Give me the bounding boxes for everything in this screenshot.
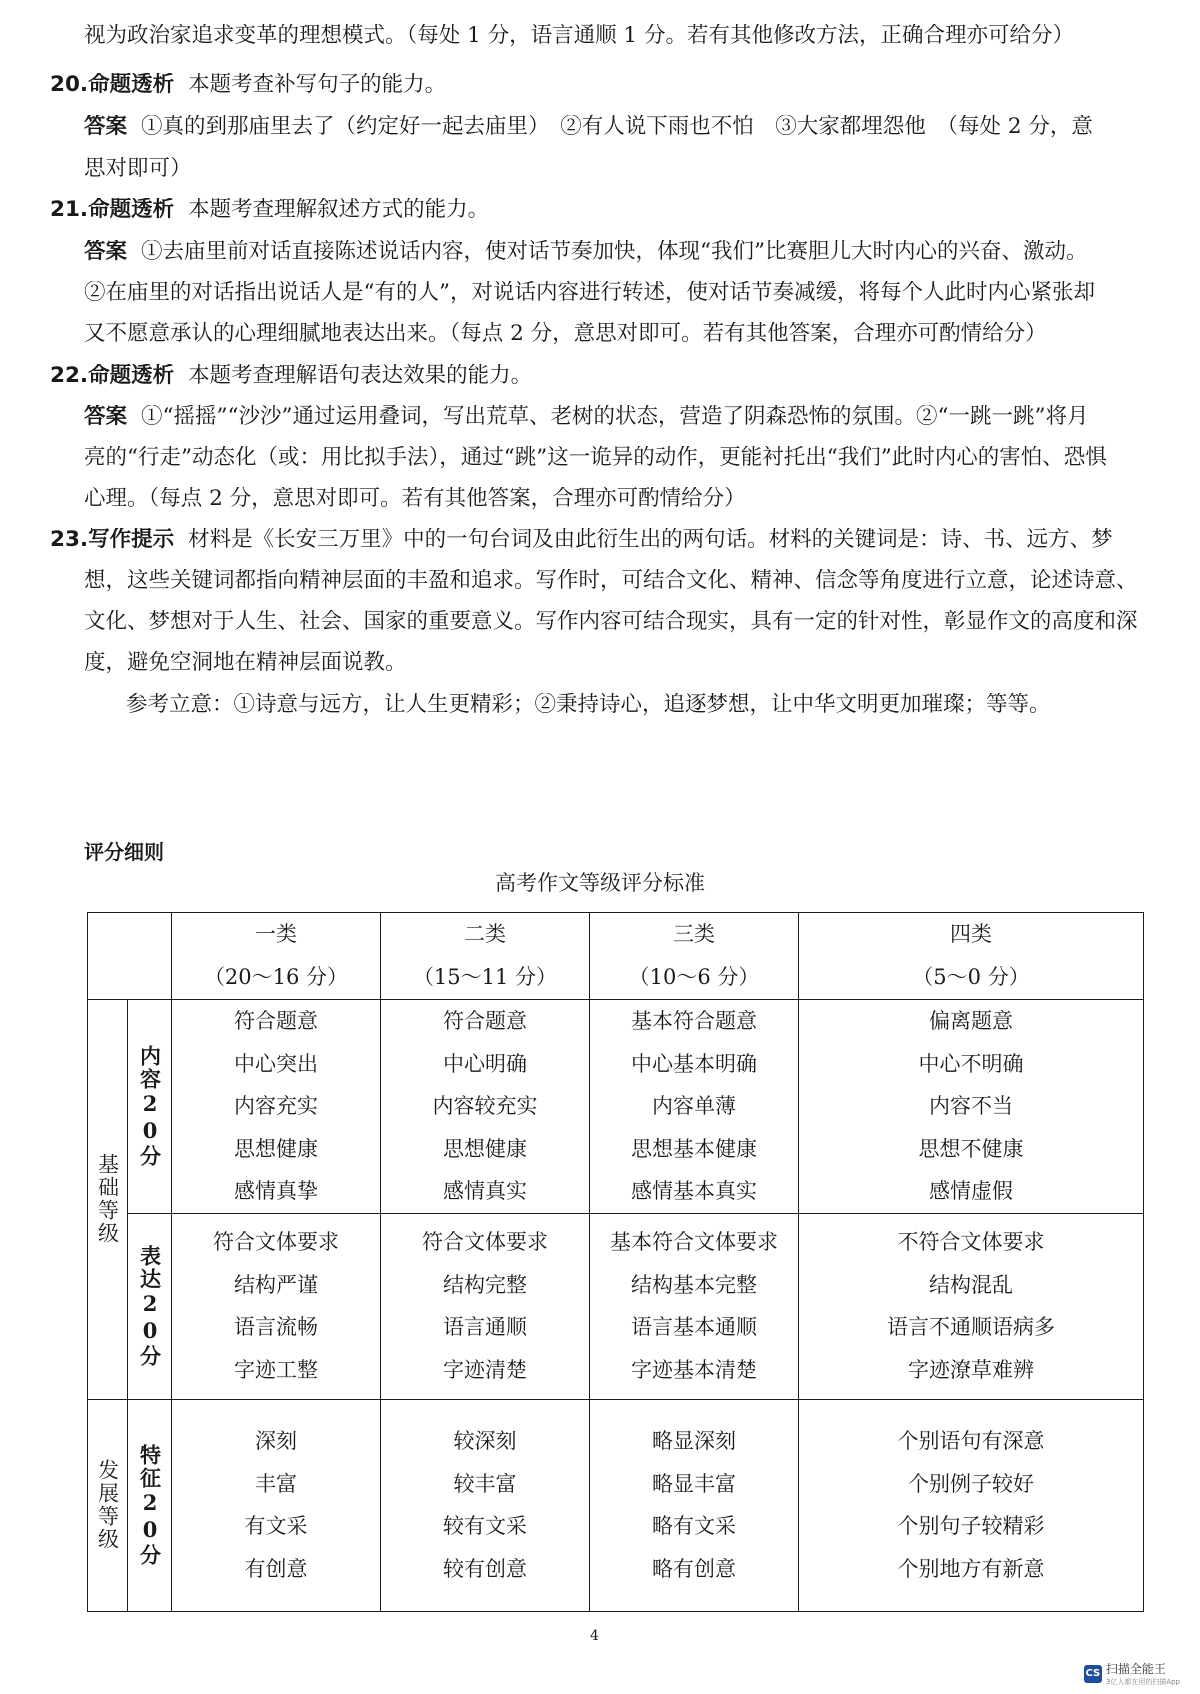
line-text: 本题考查理解叙述方式的能力。	[188, 198, 490, 222]
criterion-text: 深刻	[255, 1429, 297, 1453]
criterion-text: 中心不明确	[918, 1051, 1024, 1076]
criterion-text: 结构混乱	[929, 1272, 1013, 1297]
line-text: 视为政治家追求变革的理想模式。（每处 1 分，语言通顺 1 分。若有其他修改方法，正确合理亦可给分）	[84, 24, 1074, 48]
answer-line	[84, 115, 1140, 139]
header-cell: 一类 （20～16 分）	[172, 913, 381, 1000]
criterion-text: 语言不通顺语病多	[887, 1315, 1055, 1339]
line-text: 文化、梦想对于人生、社会、国家的重要意义。写作内容可结合现实，具有一定的针对性，彰显作文的高度和深	[84, 610, 1138, 634]
criterion-text: 略显深刻	[652, 1429, 736, 1453]
section-label: 评分细则	[84, 840, 164, 864]
line-label: 写作提示	[88, 528, 175, 552]
criterion-text: 基本符合文体要求	[610, 1230, 778, 1254]
criterion-text: 偏离题意	[929, 1009, 1013, 1033]
criterion-text: 中心基本明确	[631, 1051, 757, 1076]
scanner-name: 扫描全能王	[1105, 1662, 1166, 1676]
scanner-logo-icon: CS	[1084, 1665, 1102, 1683]
group-label-cell: 基础等级	[88, 1000, 128, 1400]
line-text: ①去庙里前对话直接陈述说话内容，使对话节奏加快，体现“我们”比赛胆儿大时内心的兴奋、激动。	[141, 240, 1088, 264]
criterion-text: 语言通顺	[443, 1315, 527, 1339]
row-label-cell: 特征20分	[128, 1399, 172, 1611]
question-line	[50, 364, 1140, 388]
criterion-text: 中心明确	[443, 1051, 527, 1076]
table-row	[88, 1000, 1144, 1214]
page-number: 4	[590, 1628, 599, 1644]
line-text: ①“摇摇”“沙沙”通过运用叠词，写出荒草、老树的状态，营造了阴森恐怖的氛围。②“一跳一跳”将月	[141, 405, 1089, 429]
text-line	[84, 281, 1140, 305]
criterion-text: 有创意	[244, 1556, 308, 1581]
line-text: 度，避免空洞地在精神层面说教。	[84, 651, 407, 675]
line-text: 心理。（每点 2 分，意思对即可。若有其他答案，合理亦可酌情给分）	[84, 487, 746, 511]
line-label: 命题透析	[88, 364, 175, 388]
line-text: 又不愿意承认的心理细腻地表达出来。（每点 2 分，意思对即可。若有其他答案，合理亦可酌情给分）	[84, 322, 1047, 346]
criterion-text: 语言基本通顺	[631, 1315, 757, 1339]
table-row	[88, 1213, 1144, 1399]
criterion-text: 感情真挚	[234, 1179, 318, 1203]
criterion-text: 中心突出	[234, 1051, 318, 1076]
criterion-text: 丰富	[255, 1471, 297, 1496]
text-line	[84, 157, 1140, 181]
criterion-text: 个别句子较精彩	[897, 1514, 1045, 1538]
header-corner-cell	[88, 913, 172, 1000]
criterion-text: 不符合文体要求	[897, 1230, 1045, 1254]
criterion-text: 较有文采	[443, 1514, 527, 1538]
line-text: 亮的“行走”动态化（或：用比拟手法），通过“跳”这一诡异的动作，更能衬托出“我们”此时内心的害怕、恐惧	[84, 446, 1107, 470]
row-label-cell: 内容20分	[128, 1000, 172, 1214]
line-label: 答案	[84, 115, 128, 139]
score-cell	[381, 1000, 590, 1214]
criterion-text: 字迹潦草难辨	[908, 1357, 1034, 1382]
criterion-text: 结构完整	[443, 1272, 527, 1297]
score-cell	[381, 1399, 590, 1611]
criterion-text: 感情基本真实	[631, 1179, 757, 1203]
criterion-text: 略显丰富	[652, 1471, 736, 1496]
criterion-text: 结构严谨	[234, 1272, 318, 1297]
question-line	[50, 528, 1140, 552]
question-number: 20.	[50, 73, 89, 97]
answer-line	[84, 240, 1140, 264]
criterion-text: 内容单薄	[652, 1094, 736, 1118]
criterion-text: 符合文体要求	[213, 1230, 339, 1254]
row-label-cell: 表达20分	[128, 1213, 172, 1399]
criterion-text: 语言流畅	[234, 1315, 318, 1339]
question-number: 23.	[50, 528, 89, 552]
text-line	[84, 487, 1140, 511]
criterion-text: 内容不当	[929, 1094, 1013, 1118]
score-cell	[590, 1213, 799, 1399]
table-row	[88, 1399, 1144, 1611]
criterion-text: 思想健康	[443, 1136, 527, 1161]
criterion-text: 内容较充实	[432, 1094, 538, 1118]
criterion-text: 感情虚假	[929, 1179, 1013, 1203]
line-label: 答案	[84, 240, 128, 264]
line-text: 本题考查理解语句表达效果的能力。	[188, 364, 533, 388]
text-line	[84, 569, 1140, 593]
question-number: 21.	[50, 198, 89, 222]
line-text: 本题考查补写句子的能力。	[188, 73, 447, 97]
criterion-text: 符合题意	[234, 1009, 318, 1033]
score-cell	[590, 1000, 799, 1214]
score-cell	[799, 1399, 1144, 1611]
line-text: 材料是《长安三万里》中的一句台词及由此衍生出的两句话。材料的关键词是：诗、书、远方、梦	[188, 528, 1113, 552]
scoring-table	[87, 912, 1144, 1612]
score-cell	[590, 1399, 799, 1611]
criterion-text: 字迹清楚	[443, 1357, 527, 1382]
line-text: 参考立意：①诗意与远方，让人生更精彩；②秉持诗心，追逐梦想，让中华文明更加璀璨；等等。	[126, 693, 1051, 717]
criterion-text: 思想健康	[234, 1136, 318, 1161]
header-cell: 二类 （15～11 分）	[381, 913, 590, 1000]
score-cell	[172, 1213, 381, 1399]
line-text: ②在庙里的对话指出说话人是“有的人”，对说话内容进行转述，使对话节奏减缓，将每个人此时内心紧张却	[84, 281, 1095, 305]
criterion-text: 思想不健康	[918, 1136, 1024, 1161]
answer-line	[84, 405, 1140, 429]
line-label: 命题透析	[88, 73, 175, 97]
line-label: 答案	[84, 405, 128, 429]
text-line	[84, 322, 1140, 346]
criterion-text: 感情真实	[443, 1179, 527, 1203]
criterion-text: 基本符合题意	[631, 1009, 757, 1033]
criterion-text: 个别例子较好	[908, 1471, 1034, 1496]
criterion-text: 结构基本完整	[631, 1272, 757, 1297]
score-cell	[799, 1000, 1144, 1214]
criterion-text: 略有文采	[652, 1514, 736, 1538]
text-line	[84, 610, 1140, 634]
criterion-text: 内容充实	[234, 1094, 318, 1118]
question-number: 22.	[50, 364, 89, 388]
criterion-text: 较丰富	[453, 1471, 517, 1496]
line-text: ①真的到那庙里去了（约定好一起去庙里） ②有人说下雨也不怕 ③大家都埋怨他 （每处 2 分，意	[141, 115, 1093, 139]
criterion-text: 略有创意	[652, 1556, 736, 1581]
scanner-watermark	[1084, 1660, 1180, 1687]
criterion-text: 符合文体要求	[422, 1230, 548, 1254]
criterion-text: 较深刻	[453, 1429, 517, 1453]
question-line	[50, 198, 1140, 222]
criterion-text: 有文采	[244, 1514, 308, 1538]
score-cell	[172, 1000, 381, 1214]
score-cell	[799, 1213, 1144, 1399]
table-title: 高考作文等级评分标准	[495, 871, 705, 895]
scanner-subtitle: 3亿人都在用的扫描App	[1105, 1678, 1180, 1686]
score-cell	[381, 1213, 590, 1399]
group-label-cell: 发展等级	[88, 1399, 128, 1611]
text-line	[84, 651, 1140, 675]
criterion-text: 符合题意	[443, 1009, 527, 1033]
line-label: 命题透析	[88, 198, 175, 222]
line-text: 想，这些关键词都指向精神层面的丰盈和追求。写作时，可结合文化、精神、信念等角度进行立意，论述诗意、	[84, 569, 1138, 593]
criterion-text: 字迹工整	[234, 1357, 318, 1382]
criterion-text: 较有创意	[443, 1556, 527, 1581]
text-line	[84, 446, 1140, 470]
score-cell	[172, 1399, 381, 1611]
header-cell: 三类 （10～6 分）	[590, 913, 799, 1000]
criterion-text: 思想基本健康	[631, 1136, 757, 1161]
table-header-row	[88, 913, 1144, 1000]
criterion-text: 个别语句有深意	[897, 1429, 1045, 1453]
header-cell: 四类 （5～0 分）	[799, 913, 1144, 1000]
question-line	[50, 73, 1140, 97]
criterion-text: 字迹基本清楚	[631, 1357, 757, 1382]
text-line	[126, 693, 1140, 717]
text-line	[84, 24, 1140, 48]
line-text: 思对即可）	[84, 157, 192, 181]
criterion-text: 个别地方有新意	[897, 1556, 1045, 1581]
